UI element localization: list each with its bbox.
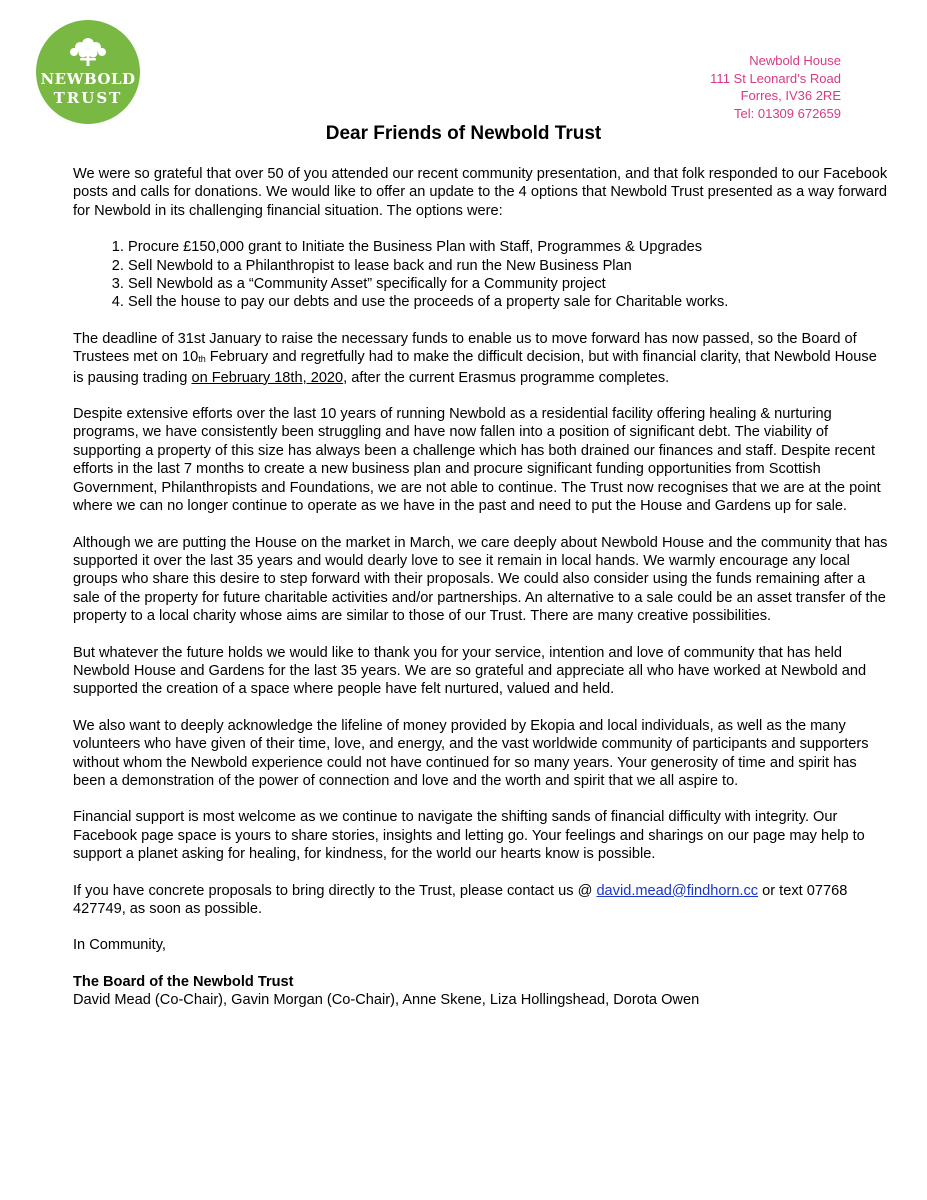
deadline-text-2: February and regretfully had to make the difficult decision, but with financial clarity, that Newbold House is pausing trading [73,349,877,386]
logo-word-newbold: NEWBOLD [40,70,136,88]
options-list [73,238,888,312]
contact-text-after: or text 07768 427749, as soon as possible. [73,882,848,917]
contact-email-link[interactable]: david.mead@findhorn.cc [596,882,759,899]
deadline-paragraph [73,330,888,387]
address-line-3: Forres, IV36 2RE [740,88,841,103]
deadline-ordinal: th [198,354,206,365]
letter-body [73,165,888,1010]
paragraph-thanks: But whatever the future holds we would like to thank you for your service, intention and love of community that has held Newbold House and Gardens for the last 35 years. We are so grateful and appreciate all who have worked at Newbold and supported the creation of a space where people have felt nurtured, valued and held. [73,644,867,698]
option-item-3: 3. Sell Newbold as a “Community Asset” specifically for a Community project [128,275,888,293]
contact-paragraph [73,882,888,919]
address-phone: Tel: 01309 672659 [734,105,841,121]
option-item-1: 1. Procure £150,000 grant to Initiate the Business Plan with Staff, Programmes & Upgrades [128,238,888,256]
signature-names: David Mead (Co-Chair), Gavin Morgan (Co-Chair), Anne Skene, Liza Hollingshead, Dorota Owen [73,992,700,1009]
paragraph-acknowledge: We also want to deeply acknowledge the lifeline of money provided by Ekopia and local individuals, as well as the many volunteers who have given of their time, love, and energy, and the vast worldwide community of participants and supporters without whom the Newbold experience could not have continued for so many years. Your generosity of time and spirit has been a demonstration of the power of connection and love and the worth and spirit that we all aspire to. [73,717,869,789]
sender-address [710,52,841,122]
deadline-text-1: The deadline of 31st January to raise the necessary funds to enable us to move forward has now passed, so the Board of Trustees met on 10 [73,330,857,366]
letter-title: Dear Friends of Newbold Trust [325,123,602,144]
option-item-4: 4. Sell the house to pay our debts and use the proceeds of a property sale for Charitable works. [128,293,888,311]
closing-line: In Community, [73,937,166,954]
paragraph-debt: Despite extensive efforts over the last 10 years of running Newbold as a residential facility offering healing & nurturing programs, we have consistently been struggling and have now fallen into a position of significant debt. The viability of supporting a property of this size has always been a challenge which has both drained our finances and staff. Despite recent efforts in the last 7 months to create a new business plan and procure significant funding opportunities from Scottish Government, Philanthropists and Foundations, we are not able to continue. The Trust now recognises that we are at the point where we can no longer continue to operate as we have in the past and need to put the House and Gardens up for sale. [73,406,881,515]
paragraph-support: Financial support is most welcome as we continue to navigate the shifting sands of financial difficulty with integrity. Our Facebook page space is yours to share stories, insights and letting go. Your feelings and sharings on our page may help to support a planet asking for healing, for kindness, for the world our hearts know is possible. [73,809,865,863]
address-line-2: 111 St Leonard’s Road [710,70,841,86]
contact-text-before: If you have concrete proposals to bring directly to the Trust, please contact us @ [73,882,597,899]
signature-board: The Board of the Newbold Trust [73,973,294,990]
address-line-1: Newbold House [749,53,841,68]
logo-word-trust: TRUST [53,89,123,107]
pause-date: on February 18th, 2020 [191,369,344,386]
deadline-text-3: , after the current Erasmus programme completes. [343,369,670,386]
option-item-2: 2. Sell Newbold to a Philanthropist to lease back and run the New Business Plan [128,257,888,275]
paragraph-sale: Although we are putting the House on the market in March, we care deeply about Newbold House and the community that has supported it over the last 35 years and would dearly love to see it remain in local hands. We warmly encourage any local groups who share this desire to step forward with their proposals. We could also consider using the funds remaining after a sale of the property for future charitable activities and/or partnerships. An alternative to a sale could be an asset transfer of the property to a local charity whose aims are similar to those of our Trust. There are many creative possibilities. [73,534,888,625]
intro-paragraph: We were so grateful that over 50 of you attended our recent community presentation, and that folk responded to our Facebook posts and calls for donations. We would like to offer an update to the 4 options that Newbold Trust presented as a way forward for Newbold in its challenging financial situation. The options were: [73,166,888,219]
newbold-trust-logo [36,20,140,124]
